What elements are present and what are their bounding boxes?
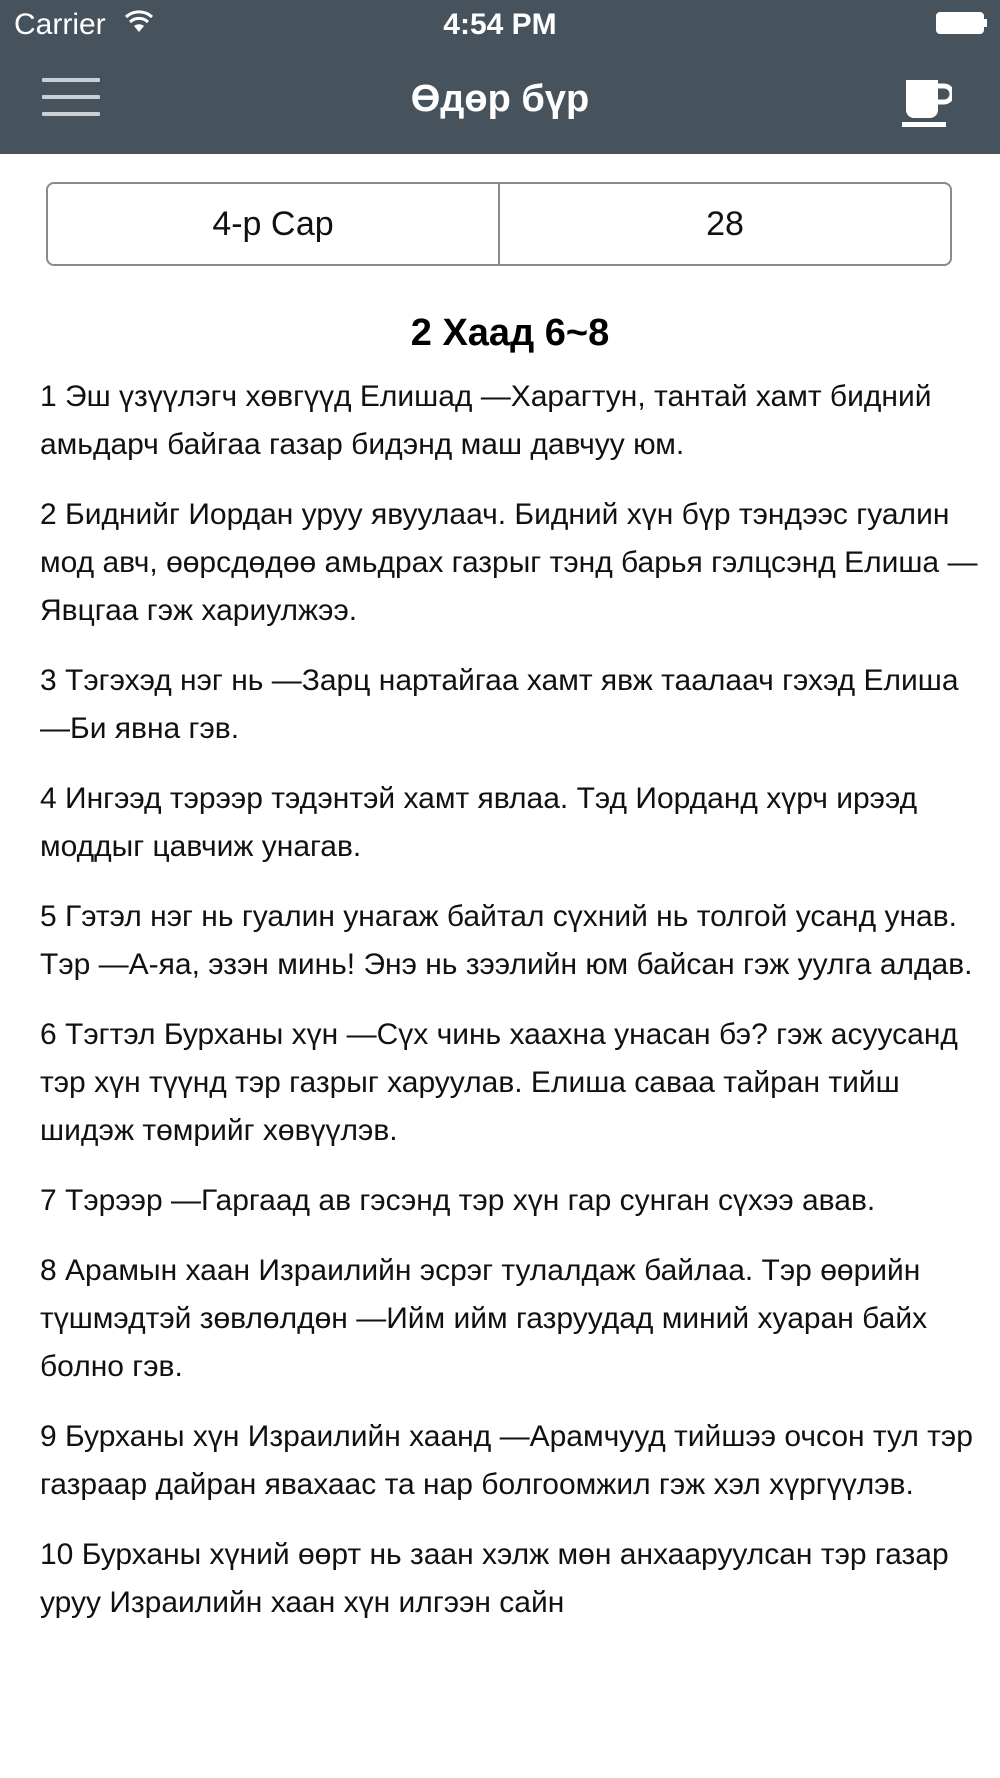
- day-selector[interactable]: 28: [498, 184, 950, 264]
- page-title: Өдөр бүр: [410, 78, 590, 120]
- reading-content: [40, 300, 980, 1649]
- status-bar: [0, 0, 1000, 50]
- verse: 9 Бурханы хүн Израилийн хаанд —Арамчууд тийшээ очсон тул тэр газраар дайран явахаас та нар болгоомжил гэж хэл хүргүүлэв.: [40, 1420, 973, 1501]
- battery-icon: [936, 12, 988, 34]
- verse: 2 Биднийг Иордан уруу явуулаач. Бидний хүн бүр тэндээс гуалин мод авч, өөрсдөдөө амьдрах газрыг тэнд барья гэлцсэнд Елиша —Явцгаа гэж хариулжээ.: [40, 498, 978, 627]
- verse: 8 Арамын хаан Израилийн эсрэг тулалдаж байлаа. Тэр өөрийн түшмэдтэй зөвлөлдөн —Ийм ийм газруудад миний хуаран байх болно гэв.: [40, 1254, 928, 1383]
- status-time: 4:54 PM: [443, 8, 557, 41]
- date-picker: [46, 182, 952, 266]
- verse: 5 Гэтэл нэг нь гуалин унагаж байтал сүхний нь толгой усанд унав. Тэр —А-яа, эзэн минь! Энэ нь зээлийн юм байсан гэж уулга алдав.: [40, 900, 973, 981]
- verse: 3 Тэгэхэд нэг нь —Зарц нартайгаа хамт явж таалаач гэхэд Елиша —Би явна гэв.: [40, 664, 959, 745]
- navigation-bar: [0, 50, 1000, 154]
- verse: 1 Эш үзүүлэгч хөвгүүд Елишад —Харагтун, тантай хамт бидний амьдарч байгаа газар бидэнд маш давчуу юм.: [40, 380, 932, 461]
- carrier-label: Carrier: [14, 8, 106, 41]
- month-selector[interactable]: 4-р Сар: [212, 204, 334, 243]
- coffee-cup-icon[interactable]: [900, 74, 952, 130]
- verse: 7 Тэрээр —Гаргаад ав гэсэнд тэр хүн гар сунган сүхээ авав.: [40, 1184, 876, 1217]
- verse: 6 Тэгтэл Бурханы хүн —Сүх чинь хаахна унасан бэ? гэж асуусанд тэр хүн түүнд тэр газрыг харуулав. Елиша саваа тайран тийш шидэж төмрийг хөвүүлэв.: [40, 1018, 958, 1147]
- chapter-title: 2 Хаад 6~8: [410, 312, 610, 354]
- verse: 10 Бурханы хүний өөрт нь заан хэлж мөн анхааруулсан тэр газар уруу Израилийн хаан хүн илгээн сайн: [40, 1538, 949, 1619]
- verse: 4 Ингээд тэрээр тэдэнтэй хамт явлаа. Тэд Иорданд хүрч ирээд моддыг цавчиж унагав.: [40, 782, 918, 863]
